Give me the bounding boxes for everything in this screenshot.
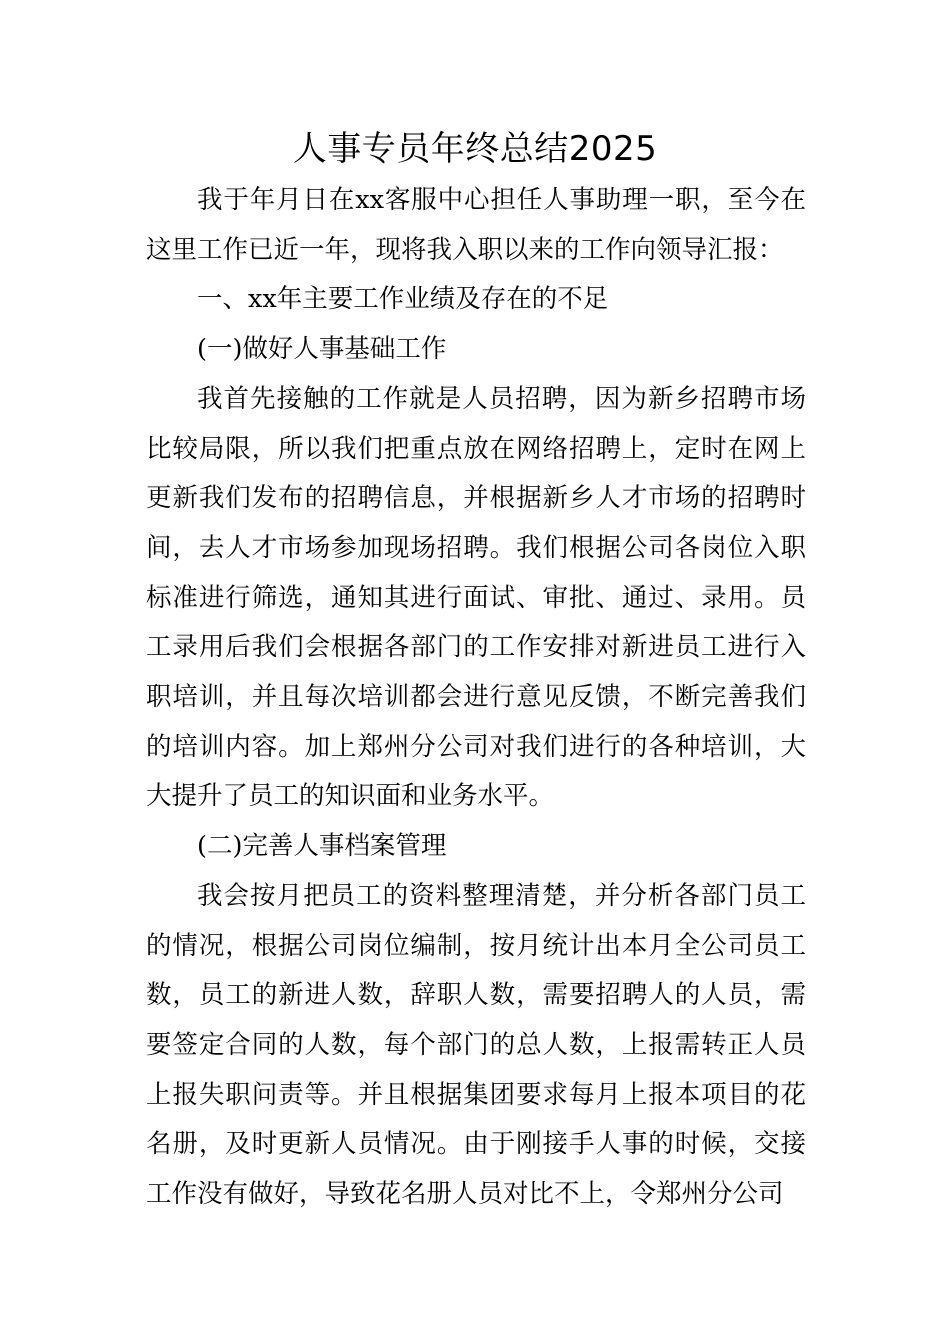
- body-paragraph: 我会按月把员工的资料整理清楚，并分析各部门员工的情况，根据公司岗位编制，按月统计出本月全公司员工数，员工的新进人数，辞职人数，需要招聘人的人员，需要签定合同的人数，每个部门的总人数，上报需转正人员上报失职问责等。并且根据集团要求每月上报本项目的花名册，及时更新人员情况。由于刚接手人事的时候，交接工作没有做好，导致花名册人员对比不上，令郑州分公司: [146, 880, 806, 1210]
- document-title: 人事专员年终总结2025: [292, 129, 658, 169]
- document-body: [146, 176, 806, 1220]
- section-heading: 一、xx年主要工作业绩及存在的不足: [197, 284, 609, 315]
- subsection-heading: (一)做好人事基础工作: [197, 334, 447, 365]
- intro-paragraph: 我于年月日在xx客服中心担任人事助理一职，至今在这里工作已近一年，现将我入职以来的工作向领导汇报：: [146, 185, 806, 265]
- body-paragraph: 我首先接触的工作就是人员招聘，因为新乡招聘市场比较局限，所以我们把重点放在网络招聘上，定时在网上更新我们发布的招聘信息，并根据新乡人才市场的招聘时间，去人才市场参加现场招聘。我们根据公司各岗位入职标准进行筛选，通知其进行面试、审批、通过、录用。员工录用后我们会根据各部门的工作安排对新进员工进行入职培训，并且每次培训都会进行意见反馈，不断完善我们的培训内容。加上郑州分公司对我们进行的各种培训，大大提升了员工的知识面和业务水平。: [146, 383, 806, 812]
- subsection-heading: (二)完善人事档案管理: [197, 831, 447, 862]
